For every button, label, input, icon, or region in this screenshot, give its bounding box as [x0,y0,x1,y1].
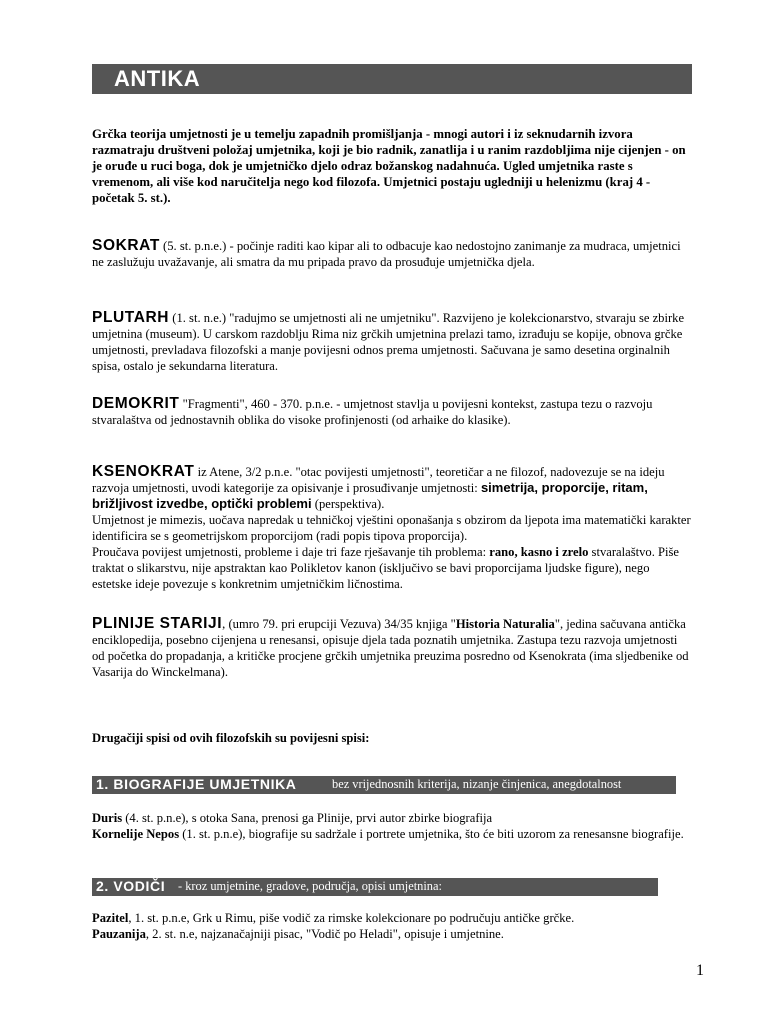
title-bar [92,64,692,94]
section2-body [92,910,692,942]
plutarh-text: (1. st. n.e.) "radujmo se umjetnosti ali ne umjetniku". Razvijeno je kolekcionarstvo, stvaraju se zbirke umjetnina (museum). U carskom razdoblju Rima niz grčkih umjetnina prelazi tamo, izrađuju se kopije, obnova grčke umjetnosti, prevladava filozofski a manje povijesni odnos prema umjetnosti. Sačuvana je samo desetina orginalnih spisa, ostalo je sekundarna literatura. [92,311,685,373]
demokrit-text: "Fragmenti", 460 - 370. p.n.e. - umjetnost stavlja u povijesni kontekst, zastupa tezu o razvoju stvaralaštva od jednostavnih oblika do visoke profinjenosti (od arhaike do klasike). [92,397,653,427]
nepos-text: (1. st. p.n.e), biografije su sadržale i portrete umjetnika, što će biti uzorom za renesansne biografije. [179,827,684,841]
sokrat-text: (5. st. p.n.e.) - počinje raditi kao kipar ali to odbacuje kao nedostojno zanimanje za mudraca, umjetnici ne zaslužuju uvažavanje, ali smatra da mu pripada pravo da prosuđuje umjetnička djela. [92,239,681,269]
plinije-paragraph [92,616,692,680]
plutarh-paragraph [92,310,692,374]
ksenokrat-phases: rano, kasno i zrelo [489,545,589,559]
section1-description: bez vrijednosnih kriterija, nizanje činjenica, anegdotalnost [332,777,622,791]
plutarh-heading: PLUTARH [92,309,170,326]
section1-bar [92,776,676,794]
page-number: 1 [696,962,704,979]
pauzanija-line [92,926,692,942]
sokrat-heading: SOKRAT [92,237,160,254]
pazitel-line [92,910,692,926]
other-writings-heading: Drugačiji spisi od ovih filozofskih su povijesni spisi: [92,731,370,745]
ksenokrat-text-3b: stvaralaštvo. Piše traktat o slikarstvu, nije apstraktan kao Polikletov kanon (isključivo se bavi proporcijama ljudske figure), nego estetske ideje povezuje s konkretnim umjetničkim ličnostima. [92,545,679,591]
demokrit-heading: DEMOKRIT [92,395,180,412]
demokrit-paragraph [92,396,692,428]
nepos-line [92,826,692,842]
section2-description: - kroz umjetnine, gradove, područja, opisi umjetnina: [178,879,442,893]
plinije-book: Historia Naturalia [455,617,555,631]
plinije-text-2: ", jedina sačuvana antička enciklopedija, posebno cijenjena u renesansi, opisuje djela tada poznatih umjetnika. Zastupa tezu razvoja umjetnosti od početka do propadanja, a kritičke procjene grčkih umjetnika preuzima posredno od Ksenokrata (ima sljedbenike od Vasarija do Winckelmana). [92,617,689,679]
ksenokrat-paragraph-1 [92,464,692,512]
pazitel-name: Pazitel [92,911,129,925]
section1-body [92,810,692,842]
pauzanija-name: Pauzanija [92,927,146,941]
duris-name: Duris [92,811,123,825]
sokrat-paragraph [92,238,692,270]
ksenokrat-categories: simetrija, proporcije, ritam, brižljivost izvedbe, optički problemi [92,480,648,511]
plinije-heading: PLINIJE STARIJI [92,615,223,632]
section2-bar [92,878,658,896]
intro-paragraph: Grčka teorija umjetnosti je u temelju zapadnih promišljanja - mnogi autori i iz seknudarnih izvora razmatraju društveni položaj umjetnika, koji je bio radnik, zanatlija i u ranim razdobljima nije cijenjen - on je oruđe u ruci boga, dok je umjetničko djelo odraz božanskog nadahnuća. Ugled umjetnika raste s vremenom, ali više kod naručitelja nego kod filozofa. Umjetnici postaju ugledniji u helenizmu (kraj 4 - početak 5. st.). [92,127,686,205]
ksenokrat-block [92,464,692,592]
duris-text: (4. st. p.n.e), s otoka Sana, prenosi ga Plinije, prvi autor zbirke biografija [122,811,493,825]
ksenokrat-text-3a: Proučava povijest umjetnosti, probleme i daje tri faze rješavanje tih problema: [92,545,490,559]
ksenokrat-categories-tail: (perspektiva). [311,497,385,511]
page-title: ANTIKA [114,66,201,91]
section2-heading: 2. VODIČI [92,878,169,894]
ksenokrat-paragraph-3 [92,544,692,592]
pazitel-text: , 1. st. p.n.e, Grk u Rimu, piše vodič za rimske kolekcionare po područuju antičke grčke. [128,911,575,925]
ksenokrat-paragraph-2: Umjetnost je mimezis, uočava napredak u tehničkoj vještini oponašanja s obzirom da ljepota ima matematički karakter identificira se s geometrijskom proporcijom (radi popis tipova proporcija). [92,513,691,543]
section1-heading: 1. BIOGRAFIJE UMJETNIKA [92,776,301,792]
nepos-name: Kornelije Nepos [92,827,180,841]
pauzanija-text: , 2. st. n.e, najzanačajniji pisac, "Vodič po Heladi", opisuje i umjetnine. [145,927,504,941]
ksenokrat-heading: KSENOKRAT [92,463,195,480]
plinije-text-1: , (umro 79. pri erupciji Vezuva) 34/35 knjiga " [222,617,456,631]
duris-line [92,810,692,826]
ksenokrat-text-1: iz Atene, 3/2 p.n.e. "otac povijesti umjetnosti", teoretičar a ne filozof, nadovezuje se na ideju razvoja umjetnosti, uvodi kategorije za opisivanje i prosuđivanje umjetnosti: [92,465,665,495]
